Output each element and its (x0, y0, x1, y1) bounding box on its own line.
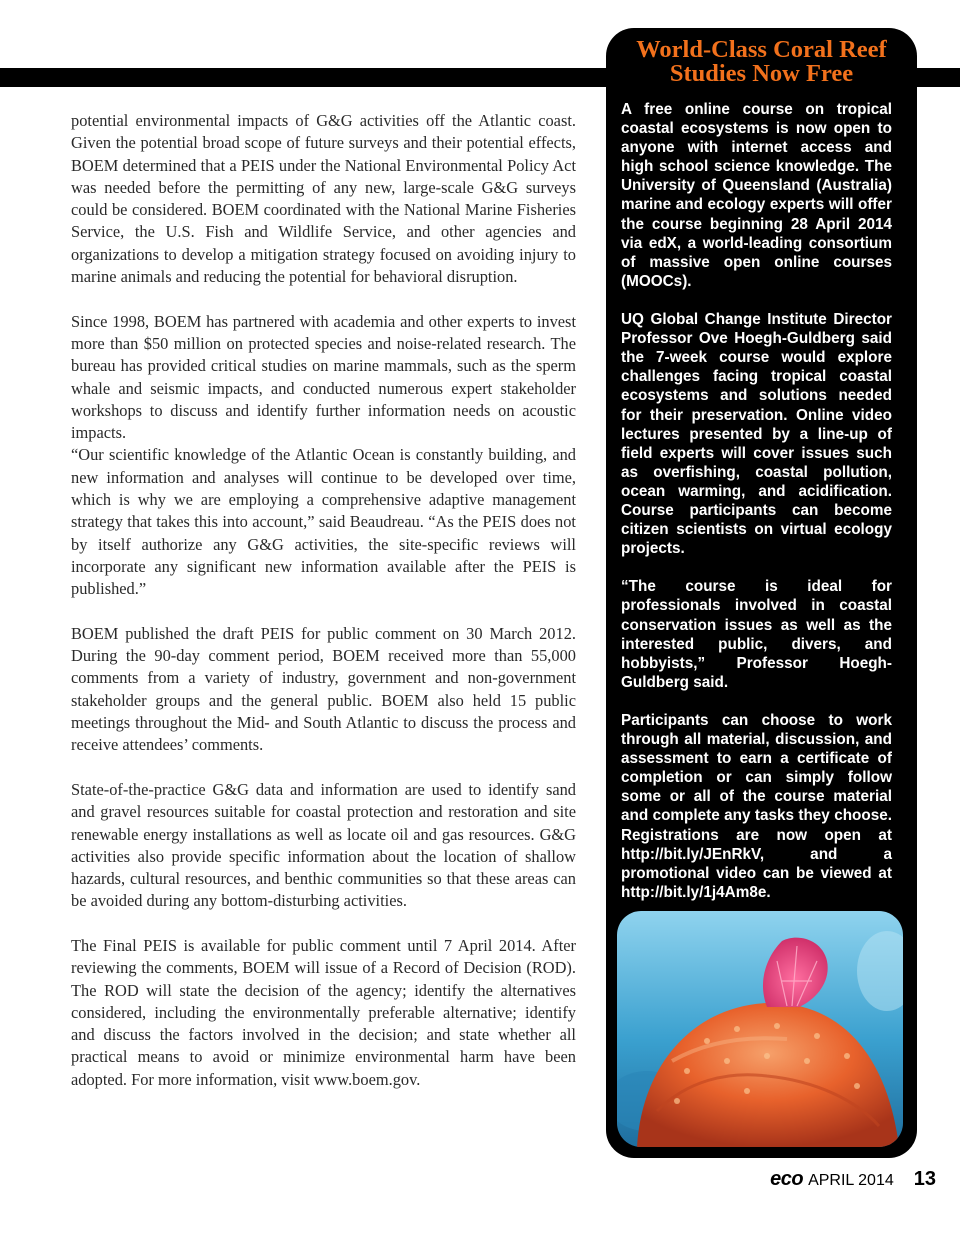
article-paragraph: Since 1998, BOEM has partnered with academia and other experts to invest more than $50 million on protected species and noise-related research. The bureau has provided critical studies on marine mammals, such as the sperm whale and seismic impacts, and conducted numerous expert stakeholder workshops to discuss and identify further information needs on acoustic impacts. (71, 311, 576, 443)
sidebar-body (621, 100, 892, 902)
issue-date: APRIL 2014 (808, 1172, 894, 1189)
sidebar-title-line: Studies Now Free (669, 60, 854, 87)
sidebar-paragraph: Participants can choose to work through all material, discussion, and assessment to earn a certificate of completion or can simply follow some or all of the course material and complete any tasks they choose. Registrations are now open at http://bit.ly/JEnRkV, and a promotional video can be viewed at http://bit.ly/1j4Am8e. (621, 712, 892, 901)
sidebar-paragraph: “The course is ideal for professionals involved in coastal conservation issues as well as the interested public, divers, and hobbyists,” Professor Hoegh-Guldberg said. (621, 578, 892, 691)
coral-reef-image (617, 911, 903, 1147)
page-number: 13 (913, 1168, 936, 1190)
article-paragraph: “Our scientific knowledge of the Atlantic Ocean is constantly building, and new information and analyses will continue to be developed over time, which is why we are employing a comprehensive adaptive management strategy that takes this into account,” said Beaudreau. “As the PEIS does not by itself authorize any G&G activities, the site-specific reviews will incorporate any significant new information available after the PEIS is published.” (71, 445, 576, 599)
article-paragraph: potential environmental impacts of G&G activities off the Atlantic coast. Given the potential broad scope of future surveys and their potential effects, BOEM determined that a PEIS under the National Environmental Policy Act was needed before the permitting of any new, large-scale G&G surveys could be considered. BOEM coordinated with the National Marine Fisheries Service, the U.S. Fish and Wildlife Service, and other agencies and organizations to develop a mitigation strategy focused on avoiding injury to marine animals and reducing the potential for behavioral disruption. (71, 111, 576, 287)
sidebar-title (606, 38, 917, 86)
sidebar-box (606, 28, 917, 1158)
article-paragraph: The Final PEIS is available for public comment until 7 April 2014. After reviewing the comments, BOEM will issue of a Record of Decision (ROD). The ROD will state the decision of the agency; identify the alternatives considered, including the environmentally preferable alternative; identify and discuss the factors involved in the decision; and state whether all practical means to avoid or minimize environmental harm have been adopted. For more information, visit www.boem.gov. (71, 935, 576, 1089)
page-footer (770, 1168, 936, 1194)
coral-reef-photo (617, 911, 903, 1147)
sidebar-paragraph: UQ Global Change Institute Director Professor Ove Hoegh-Guldberg said the 7-week course would explore challenges facing tropical coastal ecosystems and solutions needed for their preservation. Online video lectures presented by a line-up of field experts will cover issues such as overfishing, coastal pollution, ocean warming, and acidification. Course participants can become citizen scientists on virtual ecology projects. (621, 311, 892, 558)
article-paragraph: State-of-the-practice G&G data and information are used to identify sand and gravel resources suitable for coastal protection and restoration and site renewable energy installations as well as locate oil and gas resources. G&G activities also provide specific information about the location of shallow hazards, cultural resources, and benthic communities so that these areas can be avoided during any bottom-disturbing activities. (71, 779, 576, 911)
article-paragraph: BOEM published the draft PEIS for public comment on 30 March 2012. During the 90-day comment period, BOEM received more than 55,000 comments from a variety of industry, government and non-government stakeholder groups and the general public. BOEM also held 15 public meetings throughout the Mid- and South Atlantic to discuss the process and receive attendees’ comments. (71, 623, 576, 755)
sidebar-title-line: World-Class Coral Reef (636, 36, 887, 63)
article-body (71, 110, 576, 1091)
sidebar-paragraph: A free online course on tropical coastal ecosystems is now open to anyone with internet access and high school science knowledge. The University of Queensland (Australia) marine and ecology experts will offer the course beginning 28 April 2014 via edX, a world-leading consortium of massive open online courses (MOOCs). (621, 101, 892, 290)
magazine-brand: eco (770, 1168, 804, 1190)
